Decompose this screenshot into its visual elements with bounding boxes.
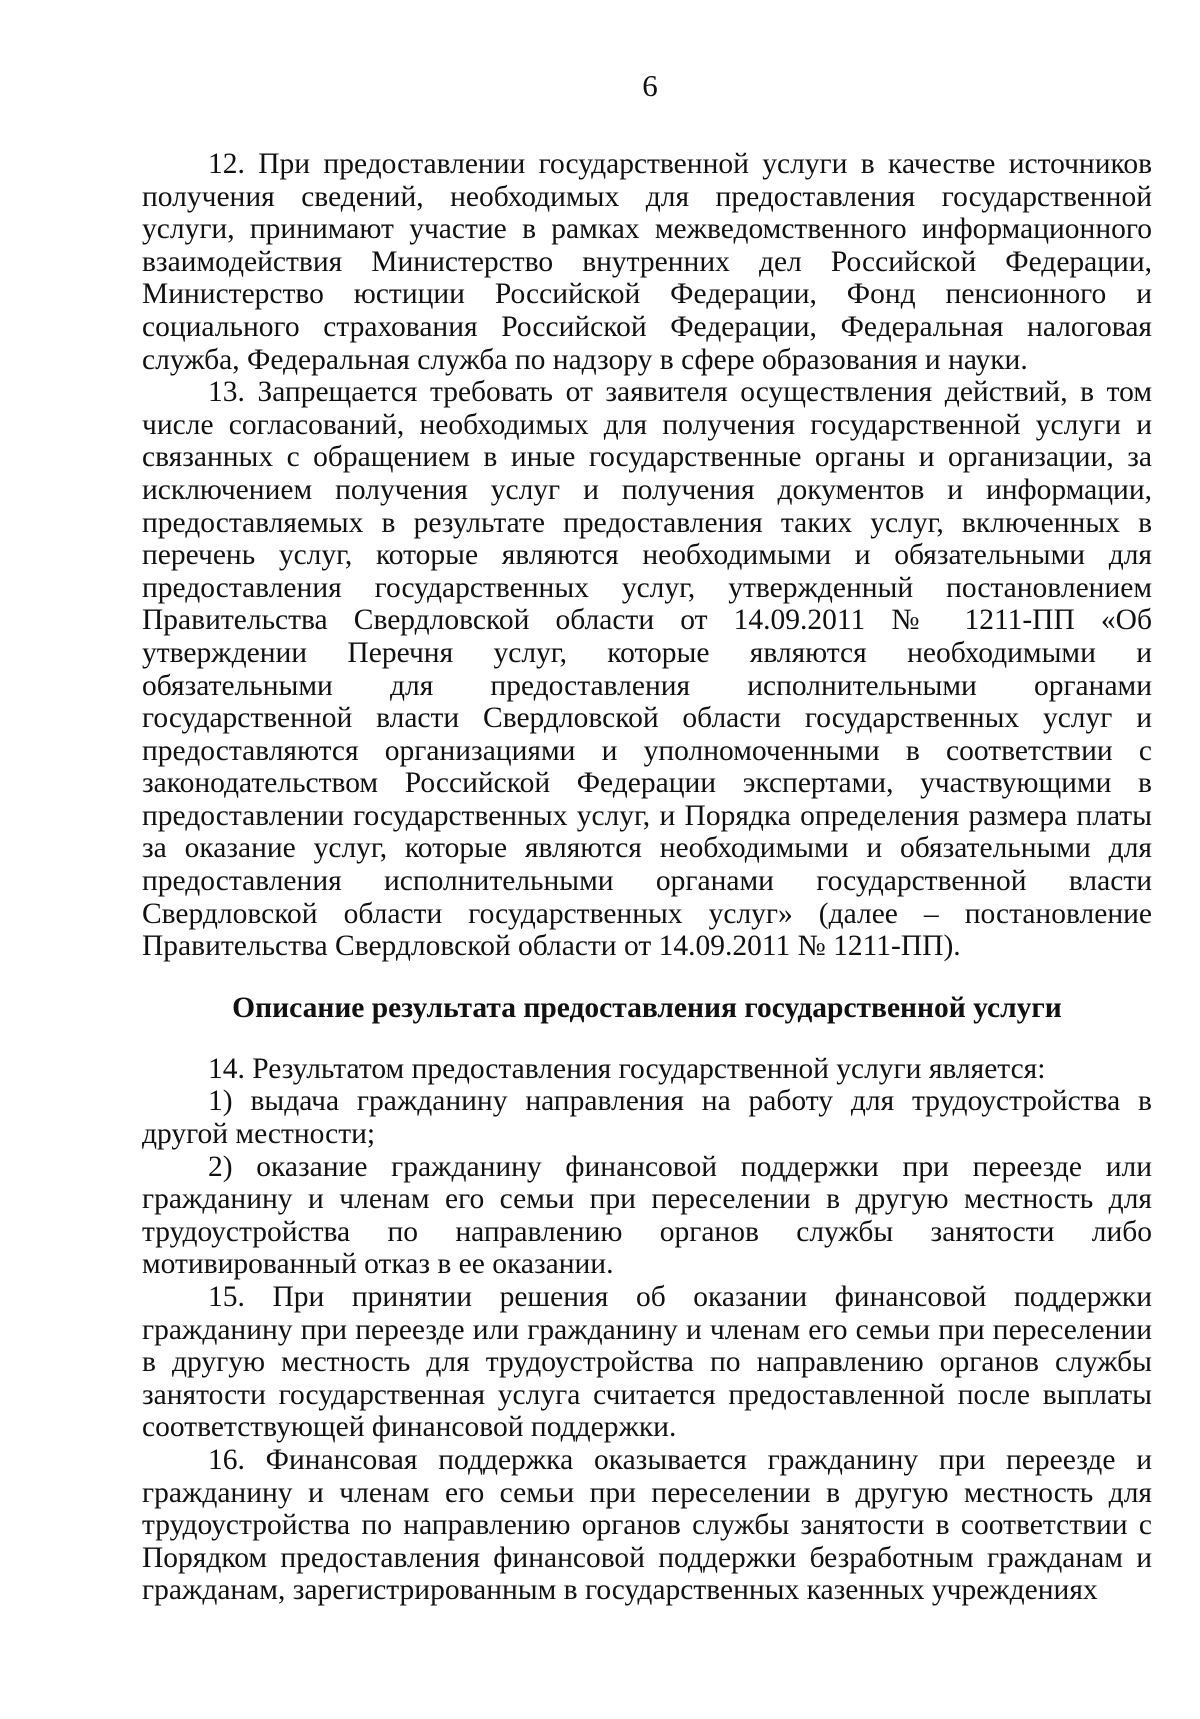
list-item-1: 1) выдача гражданину направления на работу для трудоустройства в другой местности;: [142, 1085, 1152, 1151]
paragraph-14: 14. Результатом предоставления государственной услуги является:: [208, 1052, 1046, 1085]
page-number: 6: [642, 68, 658, 103]
section-heading: Описание результата предоставления государственной услуги: [232, 991, 1062, 1024]
document-body: [142, 148, 1152, 1607]
list-item-2: 2) оказание гражданину финансовой поддержки при переезде или гражданину и членам его семьи при переселении в другую местность для трудоустройства по направлению органов службы занятости либо мотивированный отказ в ее оказании.: [142, 1150, 1152, 1281]
paragraph-15: 15. При принятии решения об оказании финансовой поддержки гражданину при переезде или гражданину и членам его семьи при переселении в другую местность для трудоустройства по направлению органов службы занятости государственная услуга считается предоставленной после выплаты соответствующей финансовой поддержки.: [142, 1281, 1152, 1444]
paragraph-16: 16. Финансовая поддержка оказывается гражданину при переезде и гражданину и членам его семьи при переселении в другую местность для трудоустройства по направлению органов службы занятости в соответствии с Порядком предоставления финансовой поддержки безработным гражданам и гражданам, зарегистрированным в государственных казенных учреждениях: [142, 1443, 1152, 1607]
paragraph-13: 13. Запрещается требовать от заявителя осуществления действий, в том числе согласований, необходимых для получения государственной услуги и связанных с обращением в иные государственные органы и организации, за исключением получения услуг и получения документов и информации, предоставляемых в результате предоставления таких услуг, включенных в перечень услуг, которые являются необходимыми и обязательными для предоставления государственных услуг, утвержденный постановлением Правительства Свердловской области от 14.09.2011 № 1211-ПП «Об утверждении Перечня услуг, которые являются необходимыми и обязательными для предоставления исполнительными органами государственной власти Свердловской области государственных услуг и предоставляются организациями и уполномоченными в соответствии с законодательством Российской Федерации экспертами, участвующими в предоставлении государственных услуг, и Порядка определения размера платы за оказание услуг, которые являются необходимыми и обязательными для предоставления исполнительными органами государственной власти Свердловской области государственных услуг» (далее – постановление Правительства Свердловской области от 14.09.2011 № 1211-ПП).: [142, 376, 1152, 963]
paragraph-12: 12. При предоставлении государственной услуги в качестве источников получения сведений, необходимых для предоставления государственной услуги, принимают участие в рамках межведомственного информационного взаимодействия Министерство внутренних дел Российской Федерации, Министерство юстиции Российской Федерации, Фонд пенсионного и социального страхования Российской Федерации, Федеральная налоговая служба, Федеральная служба по надзору в сфере образования и науки.: [142, 148, 1152, 376]
